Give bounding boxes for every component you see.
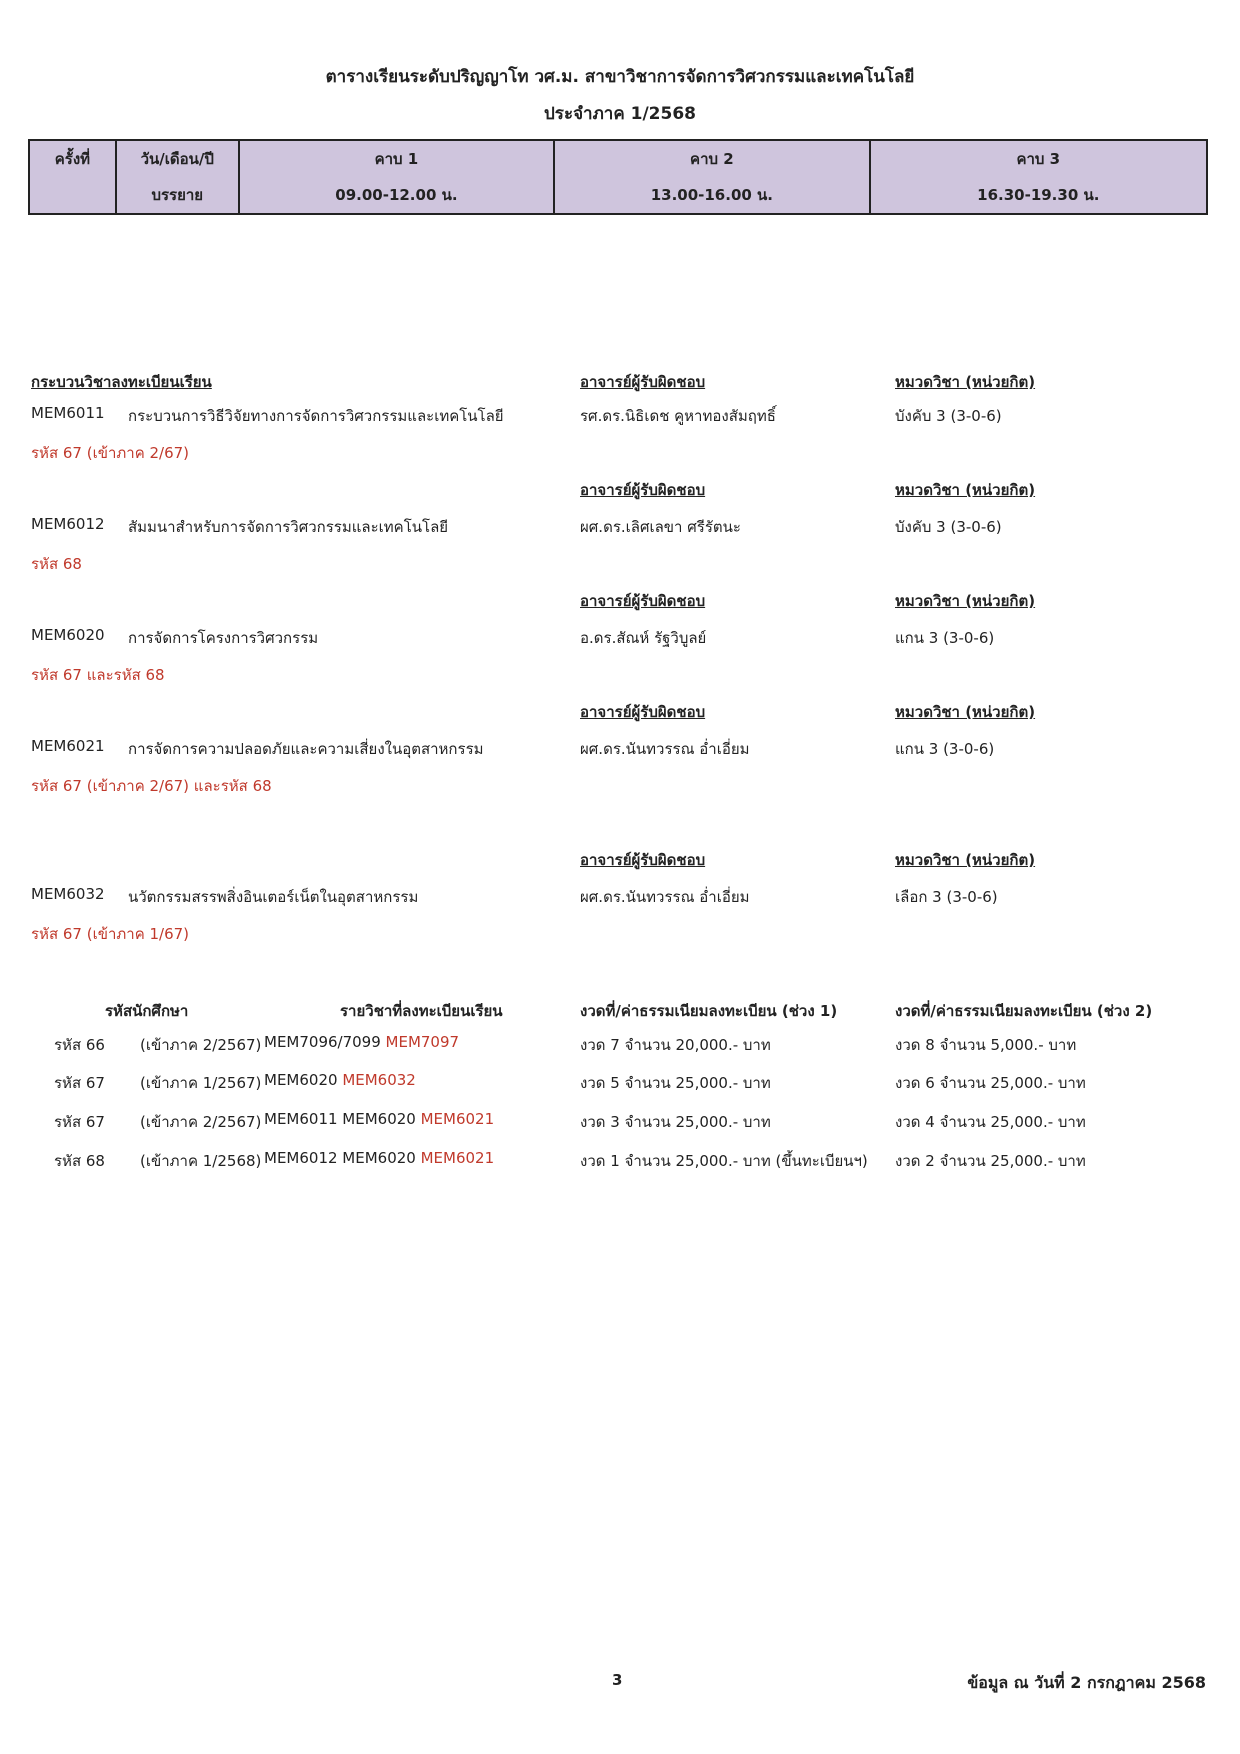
course-code: MEM6021 bbox=[31, 737, 105, 755]
instructor-heading: อาจารย์ผู้รับผิดชอบ bbox=[580, 481, 706, 499]
schedule-header-row-1 bbox=[29, 140, 1207, 177]
fees-course-highlight: MEM6021 bbox=[420, 1149, 495, 1167]
fees-installment-2: งวด 8 จำนวน 5,000.- บาท bbox=[895, 1036, 1077, 1054]
fees-courses-text: MEM7096/7099 bbox=[264, 1033, 386, 1051]
course-instructor: ผศ.ดร.นันทวรรณ อ่ำเอี่ยม bbox=[580, 740, 750, 758]
course-code: MEM6020 bbox=[31, 626, 105, 644]
course-note: รหัส 67 (เข้าภาค 1/67) bbox=[31, 925, 190, 943]
category-heading: หมวดวิชา (หน่วยกิต) bbox=[895, 851, 1036, 869]
course-instructor: อ.ดร.สัณห์ รัฐวิบูลย์ bbox=[580, 629, 707, 647]
col-period-1: คาบ 1 bbox=[239, 140, 554, 177]
course-name: สัมมนาสำหรับการจัดการวิศวกรรมและเทคโนโลยี bbox=[128, 518, 449, 536]
fees-course-highlight: MEM6021 bbox=[420, 1110, 495, 1128]
course-note: รหัส 67 และรหัส 68 bbox=[31, 666, 165, 684]
course-category: แกน 3 (3-0-6) bbox=[895, 629, 995, 647]
course-note: รหัส 67 (เข้าภาค 2/67) bbox=[31, 444, 190, 462]
instructor-heading: อาจารย์ผู้รับผิดชอบ bbox=[580, 592, 706, 610]
course-name: การจัดการความปลอดภัยและความเสี่ยงในอุตสาหกรรม bbox=[128, 740, 484, 758]
fees-installment-2: งวด 2 จำนวน 25,000.- บาท bbox=[895, 1152, 1086, 1170]
fees-installment-1: งวด 5 จำนวน 25,000.- บาท bbox=[580, 1074, 771, 1092]
instructor-heading: อาจารย์ผู้รับผิดชอบ bbox=[580, 373, 706, 391]
category-heading: หมวดวิชา (หน่วยกิต) bbox=[895, 703, 1036, 721]
course-instructor: ผศ.ดร.นันทวรรณ อ่ำเอี่ยม bbox=[580, 888, 750, 906]
col-session-no-sub bbox=[29, 177, 116, 214]
course-name: กระบวนการวิธีวิจัยทางการจัดการวิศวกรรมและเทคโนโลยี bbox=[128, 407, 504, 425]
fees-course-highlight: MEM7097 bbox=[385, 1033, 460, 1051]
course-name: นวัตกรรมสรรพสิ่งอินเตอร์เน็ตในอุตสาหกรรม bbox=[128, 888, 419, 906]
col-date: วัน/เดือน/ปี bbox=[116, 140, 239, 177]
fees-installment-1: งวด 3 จำนวน 25,000.- บาท bbox=[580, 1113, 771, 1131]
page-number: 3 bbox=[612, 1671, 623, 1689]
fees-student-code: รหัส 66 bbox=[54, 1036, 105, 1054]
course-category: แกน 3 (3-0-6) bbox=[895, 740, 995, 758]
course-note: รหัส 68 bbox=[31, 555, 82, 573]
fees-intake: (เข้าภาค 2/2567) bbox=[140, 1036, 262, 1054]
fees-header-installment-1: งวดที่/ค่าธรรมเนียมลงทะเบียน (ช่วง 1) bbox=[580, 1002, 838, 1020]
fees-student-code: รหัส 67 bbox=[54, 1074, 105, 1092]
col-period-3-time: 16.30-19.30 น. bbox=[870, 177, 1207, 214]
course-code: MEM6012 bbox=[31, 515, 105, 533]
semester-label: ประจำภาค 1/2568 bbox=[544, 104, 696, 124]
course-category: บังคับ 3 (3-0-6) bbox=[895, 518, 1002, 536]
fees-intake: (เข้าภาค 1/2567) bbox=[140, 1074, 262, 1092]
schedule-header-table bbox=[28, 139, 1208, 215]
fees-installment-1: งวด 7 จำนวน 20,000.- บาท bbox=[580, 1036, 771, 1054]
course-note: รหัส 67 (เข้าภาค 2/67) และรหัส 68 bbox=[31, 777, 272, 795]
fees-course-highlight: MEM6032 bbox=[342, 1071, 416, 1089]
fees-courses bbox=[264, 1110, 494, 1128]
col-period-2-time: 13.00-16.00 น. bbox=[554, 177, 869, 214]
course-instructor: รศ.ดร.นิธิเดช คูหาทองสัมฤทธิ์ bbox=[580, 407, 776, 425]
course-category: เลือก 3 (3-0-6) bbox=[895, 888, 998, 906]
data-as-of-date: ข้อมูล ณ วันที่ 2 กรกฎาคม 2568 bbox=[967, 1673, 1206, 1692]
course-code: MEM6011 bbox=[31, 404, 105, 422]
fees-installment-2: งวด 4 จำนวน 25,000.- บาท bbox=[895, 1113, 1086, 1131]
fees-courses bbox=[264, 1149, 494, 1167]
fees-student-code: รหัส 67 bbox=[54, 1113, 105, 1131]
category-heading: หมวดวิชา (หน่วยกิต) bbox=[895, 373, 1036, 391]
category-heading: หมวดวิชา (หน่วยกิต) bbox=[895, 592, 1036, 610]
instructor-heading: อาจารย์ผู้รับผิดชอบ bbox=[580, 703, 706, 721]
fees-header-installment-2: งวดที่/ค่าธรรมเนียมลงทะเบียน (ช่วง 2) bbox=[895, 1002, 1153, 1020]
fees-header-courses: รายวิชาที่ลงทะเบียนเรียน bbox=[340, 1002, 503, 1020]
col-period-2: คาบ 2 bbox=[554, 140, 869, 177]
fees-intake: (เข้าภาค 1/2568) bbox=[140, 1152, 262, 1170]
course-name: การจัดการโครงการวิศวกรรม bbox=[128, 629, 319, 647]
courses-heading: กระบวนวิชาลงทะเบียนเรียน bbox=[31, 373, 212, 391]
page-title: ตารางเรียนระดับปริญญาโท วศ.ม. สาขาวิชาการจัดการวิศวกรรมและเทคโนโลยี bbox=[325, 67, 915, 87]
fees-installment-2: งวด 6 จำนวน 25,000.- บาท bbox=[895, 1074, 1086, 1092]
fees-courses bbox=[264, 1033, 459, 1051]
category-heading: หมวดวิชา (หน่วยกิต) bbox=[895, 481, 1036, 499]
fees-student-code: รหัส 68 bbox=[54, 1152, 105, 1170]
course-code: MEM6032 bbox=[31, 885, 105, 903]
fees-courses-text: MEM6011 MEM6020 bbox=[264, 1110, 421, 1128]
col-period-3: คาบ 3 bbox=[870, 140, 1207, 177]
fees-header-student-code: รหัสนักศึกษา bbox=[105, 1002, 189, 1020]
schedule-header-row-2 bbox=[29, 177, 1207, 214]
course-instructor: ผศ.ดร.เลิศเลขา ศรีรัตนะ bbox=[580, 518, 741, 536]
fees-courses bbox=[264, 1071, 416, 1089]
fees-courses-text: MEM6012 MEM6020 bbox=[264, 1149, 421, 1167]
fees-installment-1: งวด 1 จำนวน 25,000.- บาท (ขึ้นทะเบียนฯ) bbox=[580, 1152, 868, 1170]
fees-intake: (เข้าภาค 2/2567) bbox=[140, 1113, 262, 1131]
fees-courses-text: MEM6020 bbox=[264, 1071, 343, 1089]
course-category: บังคับ 3 (3-0-6) bbox=[895, 407, 1002, 425]
col-session-no: ครั้งที่ bbox=[29, 140, 116, 177]
instructor-heading: อาจารย์ผู้รับผิดชอบ bbox=[580, 851, 706, 869]
col-lecture: บรรยาย bbox=[116, 177, 239, 214]
col-period-1-time: 09.00-12.00 น. bbox=[239, 177, 554, 214]
